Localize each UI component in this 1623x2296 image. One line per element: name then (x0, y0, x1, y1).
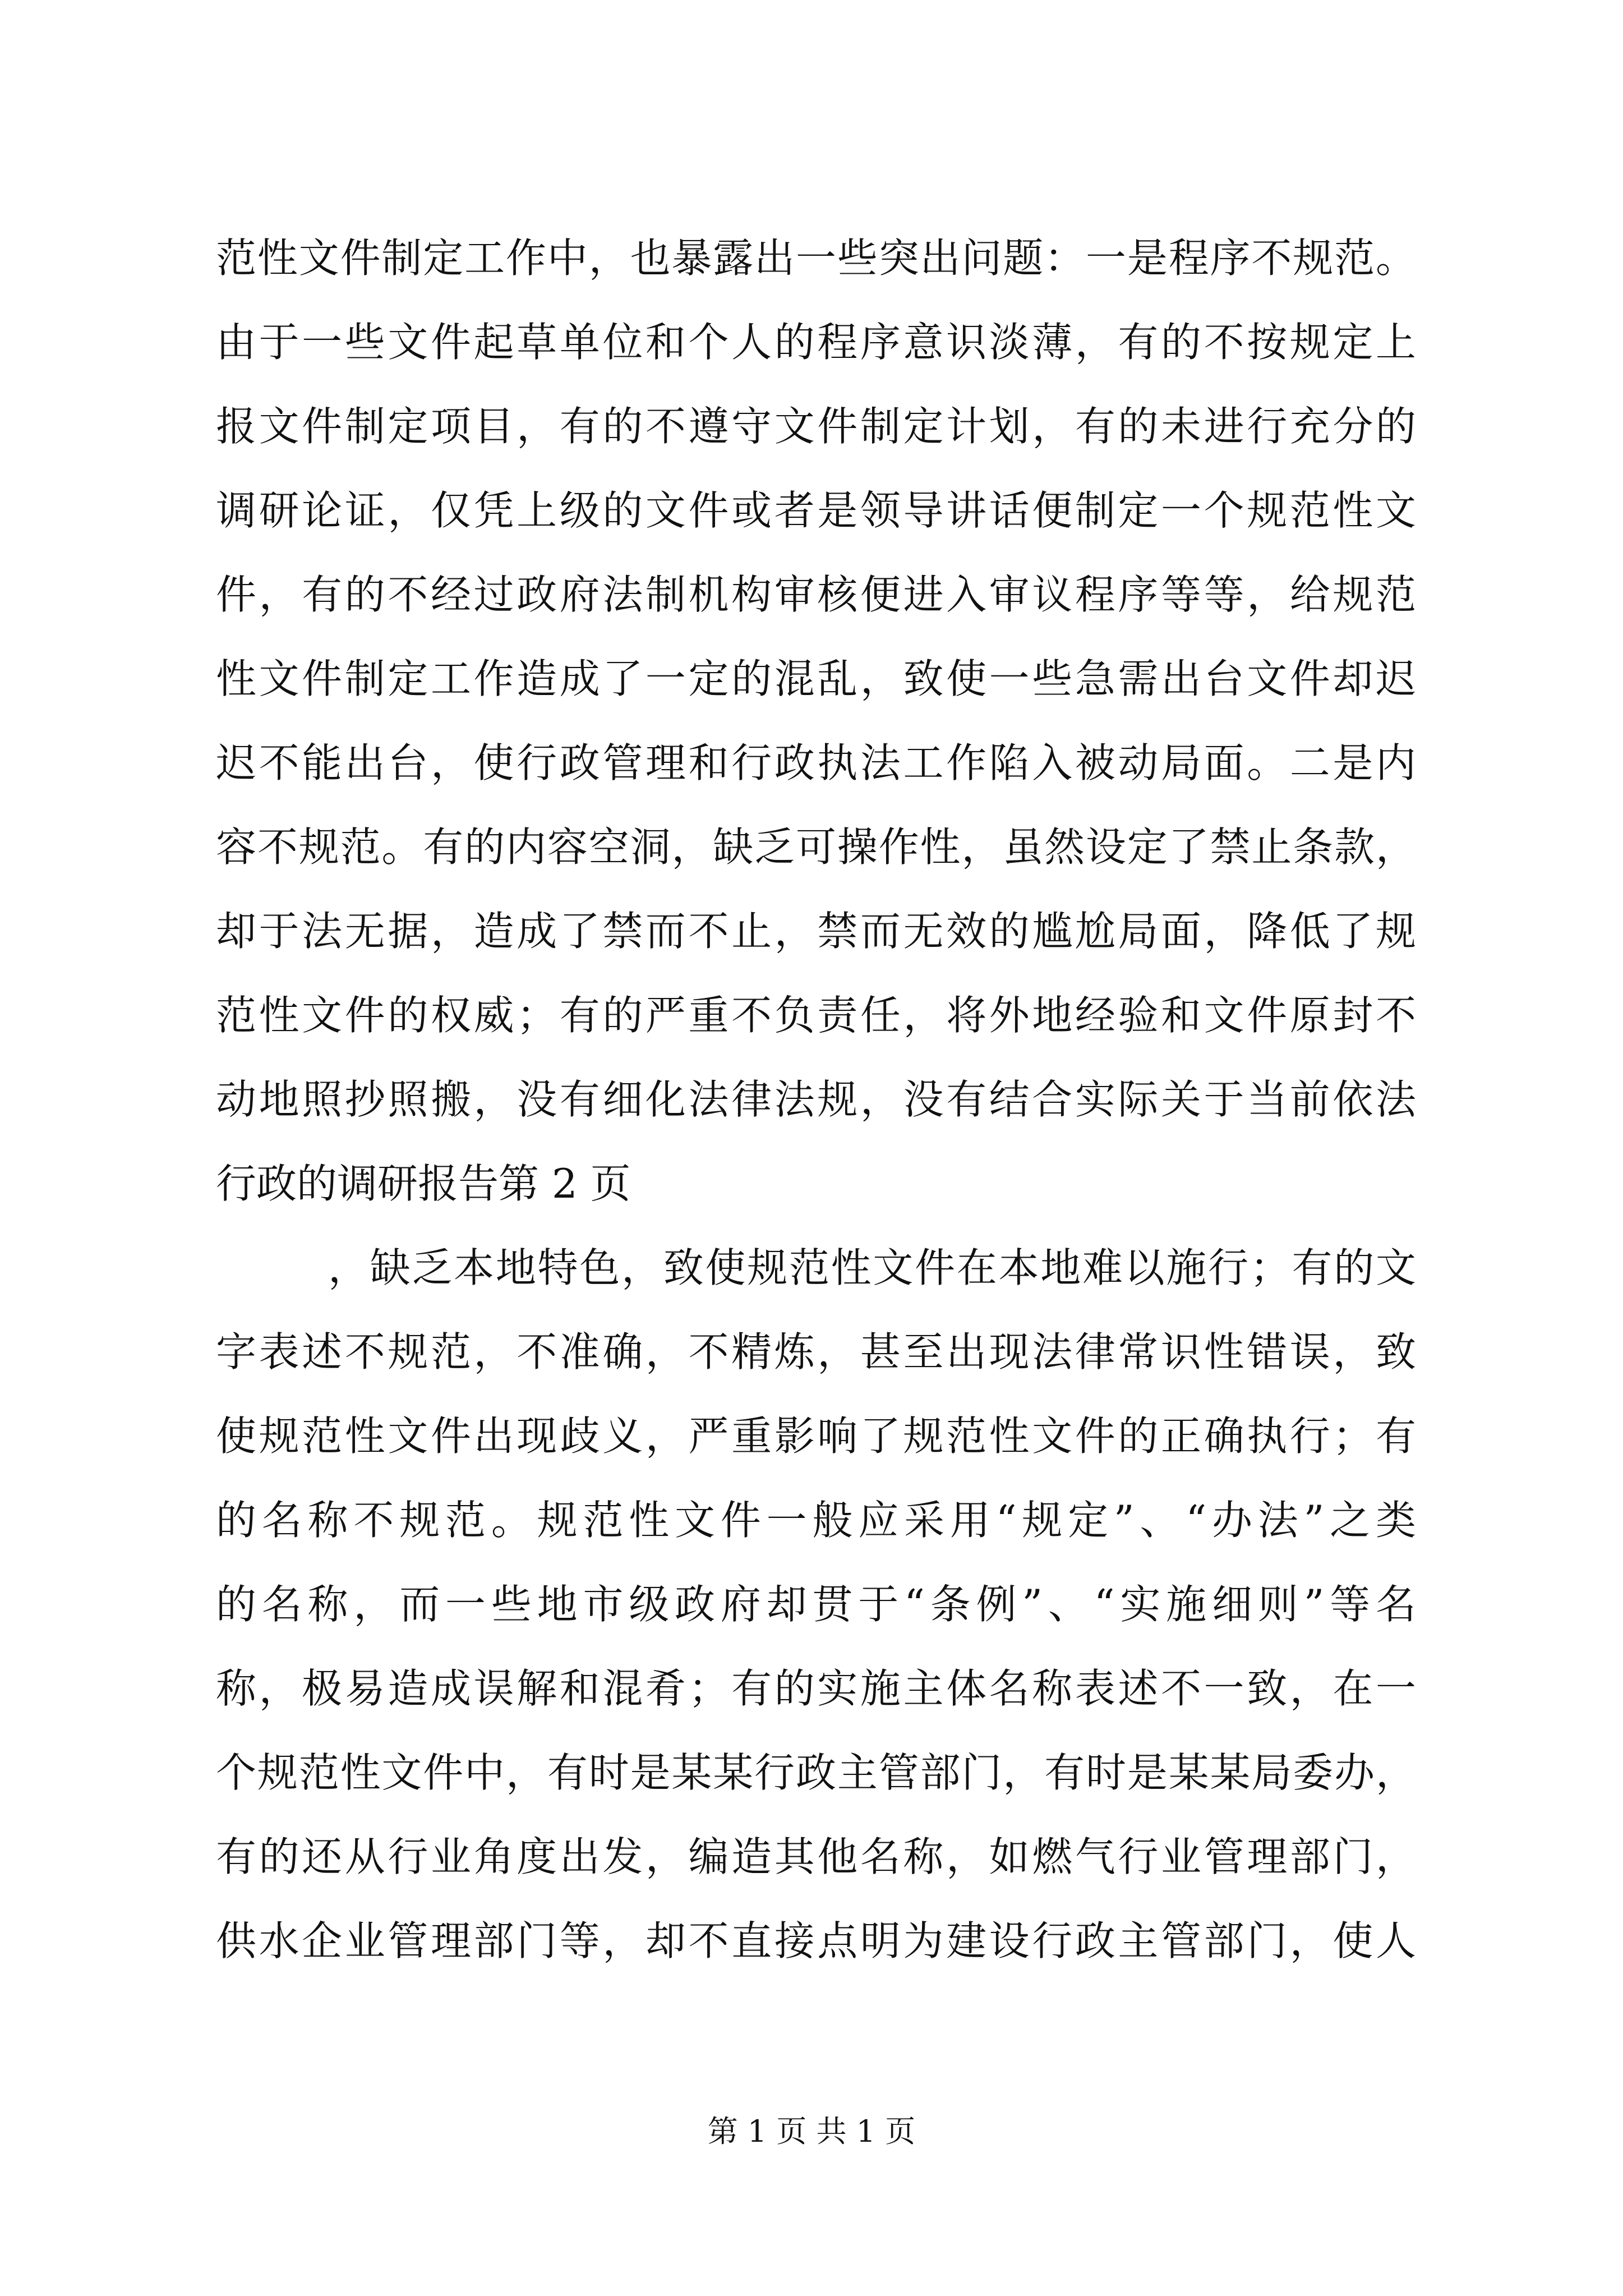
text-line: 件，有的不经过政府法制机构审核便进入审议程序等等，给规范 (216, 571, 1416, 618)
document-body (216, 216, 1416, 1983)
text-line: 有的还从行业角度出发，编造其他名称，如燃气行业管理部门， (216, 1833, 1416, 1880)
text-line: 报文件制定项目，有的不遵守文件制定计划，有的未进行充分的 (216, 403, 1416, 450)
text-line: 行政的调研报告第 2 页 (216, 1160, 631, 1207)
text-line: 供水企业管理部门等，却不直接点明为建设行政主管部门，使人 (216, 1917, 1416, 1964)
text-line: 范性文件制定工作中，也暴露出一些突出问题：一是程序不规范。 (216, 234, 1416, 282)
paragraph-first-line: ，缺乏本地特色，致使规范性文件在本地难以施行；有的文 (328, 1244, 1416, 1291)
text-line: 容不规范。有的内容空洞，缺乏可操作性，虽然设定了禁止条款， (216, 823, 1416, 871)
text-line: 迟不能出台，使行政管理和行政执法工作陷入被动局面。二是内 (216, 739, 1416, 786)
text-line: 个规范性文件中，有时是某某行政主管部门，有时是某某局委办， (216, 1749, 1416, 1796)
text-line: 的名称，而一些地市级政府却贯于“条例”、“实施细则”等名 (216, 1581, 1416, 1628)
text-line: 由于一些文件起草单位和个人的程序意识淡薄，有的不按规定上 (216, 319, 1416, 366)
text-line: 调研论证，仅凭上级的文件或者是领导讲话便制定一个规范性文 (216, 487, 1416, 534)
text-line: 称，极易造成误解和混肴；有的实施主体名称表述不一致，在一 (216, 1665, 1416, 1712)
text-line: 性文件制定工作造成了一定的混乱，致使一些急需出台文件却迟 (216, 655, 1416, 702)
page-footer (0, 2109, 1623, 2154)
text-line: 范性文件的权威；有的严重不负责任，将外地经验和文件原封不 (216, 992, 1416, 1039)
text-line: 使规范性文件出现歧义，严重影响了规范性文件的正确执行；有 (216, 1412, 1416, 1460)
text-line: 却于法无据，造成了禁而不止，禁而无效的尴尬局面，降低了规 (216, 908, 1416, 955)
text-line: 动地照抄照搬，没有细化法律法规，没有结合实际关于当前依法 (216, 1076, 1416, 1123)
text-line: 字表述不规范，不准确，不精炼，甚至出现法律常识性错误，致 (216, 1328, 1416, 1375)
page-number-label: 第 1 页 共 1 页 (707, 2114, 916, 2149)
text-line: 的名称不规范。规范性文件一般应采用“规定”、“办法”之类 (216, 1497, 1416, 1544)
